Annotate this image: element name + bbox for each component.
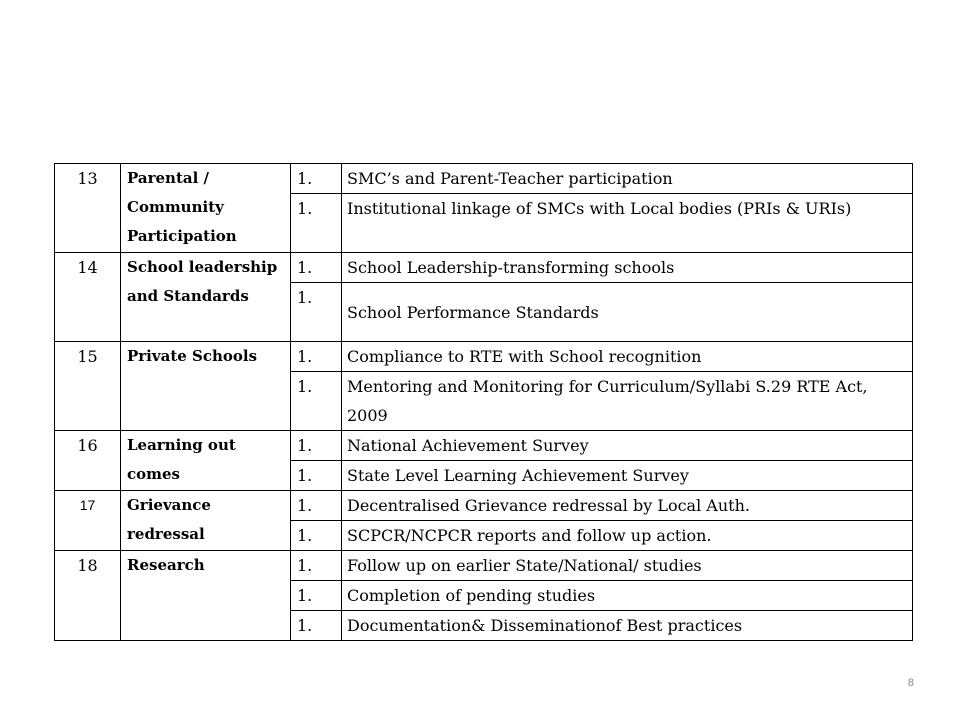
table-row xyxy=(55,491,913,521)
activity-index: 1. xyxy=(291,283,342,342)
table-row xyxy=(55,551,913,581)
table-row xyxy=(55,253,913,283)
activity-text: SCPCR/NCPCR reports and follow up action. xyxy=(342,521,913,551)
activity-text: School Leadership-transforming schools xyxy=(342,253,913,283)
activity-index: 1. xyxy=(291,581,342,611)
activity-text: State Level Learning Achievement Survey xyxy=(342,461,913,491)
activity-index: 1. xyxy=(291,194,342,253)
row-number-cell: 14 xyxy=(55,253,121,342)
activity-index: 1. xyxy=(291,253,342,283)
activity-text: Completion of pending studies xyxy=(342,581,913,611)
table-row xyxy=(55,342,913,372)
activity-index: 1. xyxy=(291,461,342,491)
area-cell: School leadership and Standards xyxy=(121,253,291,342)
area-cell: Research xyxy=(121,551,291,641)
activity-text: Follow up on earlier State/National/ studies xyxy=(342,551,913,581)
activity-text: Institutional linkage of SMCs with Local bodies (PRIs & URIs) xyxy=(342,194,913,253)
row-number-cell: 15 xyxy=(55,342,121,431)
activity-text: Compliance to RTE with School recognition xyxy=(342,342,913,372)
activities-table xyxy=(54,163,913,641)
activity-text: Decentralised Grievance redressal by Local Auth. xyxy=(342,491,913,521)
activity-index: 1. xyxy=(291,611,342,641)
activity-text: School Performance Standards xyxy=(342,283,913,342)
activity-index: 1. xyxy=(291,372,342,431)
activity-index: 1. xyxy=(291,521,342,551)
table-row xyxy=(55,431,913,461)
activity-text: SMC’s and Parent-Teacher participation xyxy=(342,164,913,194)
row-number-cell: 16 xyxy=(55,431,121,491)
activity-text: Documentation& Disseminationof Best practices xyxy=(342,611,913,641)
activity-index: 1. xyxy=(291,491,342,521)
area-cell: Grievance redressal xyxy=(121,491,291,551)
area-cell: Private Schools xyxy=(121,342,291,431)
activity-index: 1. xyxy=(291,342,342,372)
row-number-cell: 18 xyxy=(55,551,121,641)
activity-index: 1. xyxy=(291,164,342,194)
activity-index: 1. xyxy=(291,551,342,581)
area-cell: Parental / Community Participation xyxy=(121,164,291,253)
activity-text: National Achievement Survey xyxy=(342,431,913,461)
area-cell: Learning out comes xyxy=(121,431,291,491)
activity-text: Mentoring and Monitoring for Curriculum/Syllabi S.29 RTE Act, 2009 xyxy=(342,372,913,431)
row-number-cell: 17 xyxy=(55,491,121,551)
page-number: 8 xyxy=(907,677,914,689)
table-row xyxy=(55,164,913,194)
activity-index: 1. xyxy=(291,431,342,461)
row-number-cell: 13 xyxy=(55,164,121,253)
